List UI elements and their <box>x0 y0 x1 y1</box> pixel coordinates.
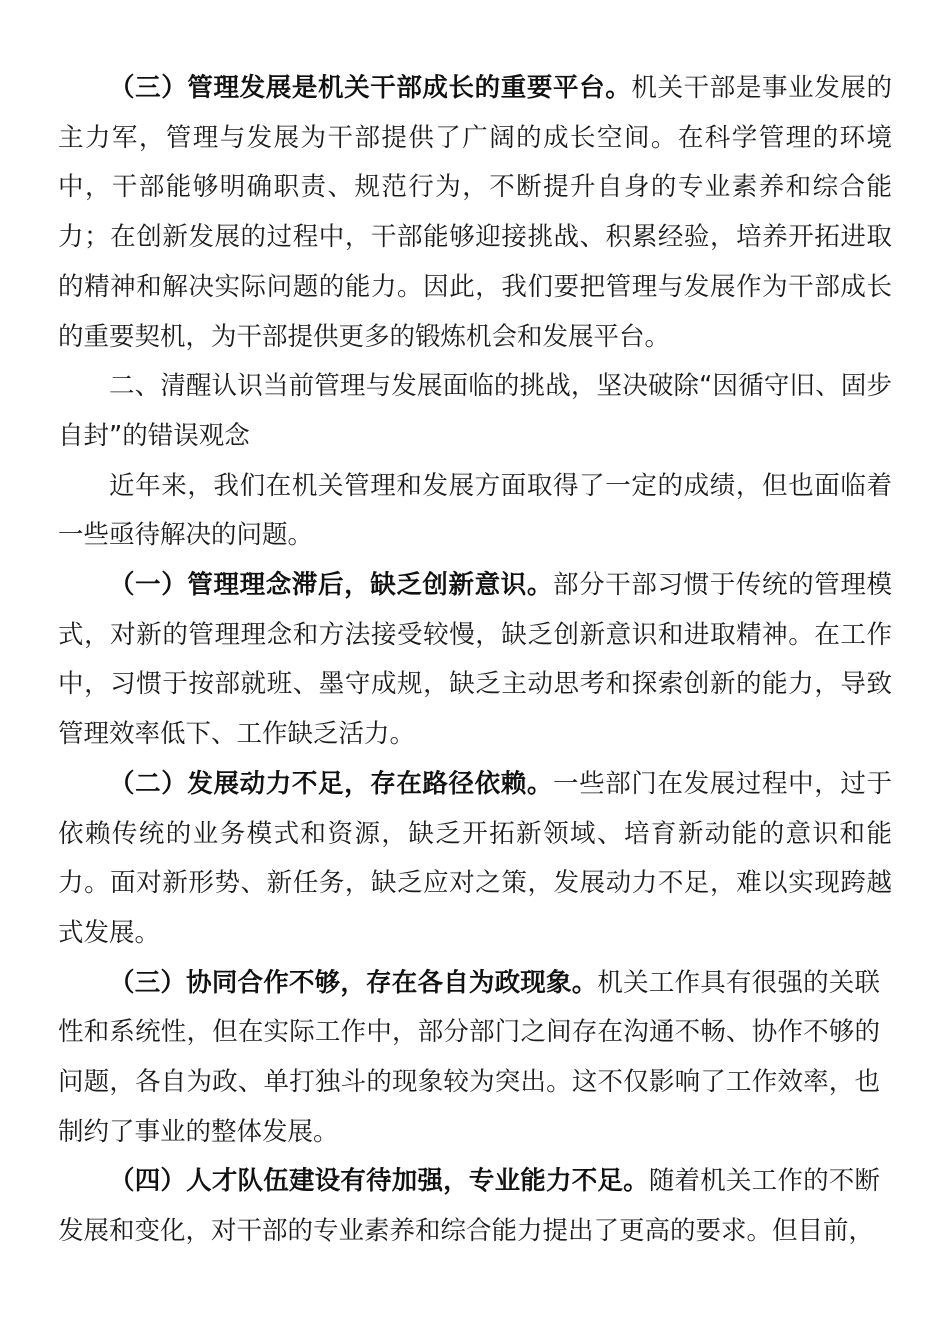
paragraph-body: 机关干部是事业发展的主力军，管理与发展为干部提供了广阔的成长空间。在科学管理的环境中，干部能够明确职责、规范行为，不断提升自身的专业素养和综合能力；在创新发展的过程中，干部能够迎接挑战、积累经验，培养开拓进取的精神和解决实际问题的能力。因此，我们要把管理与发展作为干部成长的重要契机，为干部提供更多的锻炼机会和发展平台。 <box>58 73 892 352</box>
paragraph-heading: （三）管理发展是机关干部成长的重要平台。 <box>109 73 632 103</box>
paragraph-problem-4 <box>58 1157 880 1256</box>
section-heading-text: 二、清醒认识当前管理与发展面临的挑战，坚决破除“因循守旧、固步自封”的错误观念 <box>58 371 892 451</box>
paragraph-problem-2 <box>58 760 892 959</box>
section-heading-two <box>58 362 892 461</box>
paragraph-problem-3 <box>58 959 880 1158</box>
paragraph-body: 机关工作具有很强的关联性和系统性，但在实际工作中，部分部门之间存在沟通不畅、协作不够的问题，各自为政、单打独斗的现象较为突出。这不仅影响了工作效率，也制约了事业的整体发展。 <box>58 967 880 1147</box>
paragraph-problem-1 <box>58 561 892 760</box>
paragraph-body: 随着机关工作的不断发展和变化，对干部的专业素养和综合能力提出了更高的要求。但目前， <box>58 1166 880 1247</box>
paragraph-section-3-platform <box>58 64 892 362</box>
paragraph-body: 近年来，我们在机关管理和发展方面取得了一定的成绩，但也面临着一些亟待解决的问题。 <box>58 470 892 551</box>
paragraph-heading: （三）协同合作不够，存在各自为政现象。 <box>109 967 598 998</box>
paragraph-heading: （二）发展动力不足，存在路径依赖。 <box>109 768 554 799</box>
paragraph-body: 一些部门在发展过程中，过于依赖传统的业务模式和资源，缺乏开拓新领域、培育新动能的意识和能力。面对新形势、新任务，缺乏应对之策，发展动力不足，难以实现跨越式发展。 <box>58 768 892 948</box>
paragraph-intro-problems <box>58 462 892 561</box>
document-page <box>58 64 892 1257</box>
paragraph-heading: （四）人才队伍建设有待加强，专业能力不足。 <box>109 1166 649 1197</box>
paragraph-body: 部分干部习惯于传统的管理模式，对新的管理理念和方法接受较慢，缺乏创新意识和进取精神。在工作中，习惯于按部就班、墨守成规，缺乏主动思考和探索创新的能力，导致管理效率低下、工作缺乏活力。 <box>58 570 892 750</box>
paragraph-heading: （一）管理理念滞后，缺乏创新意识。 <box>109 570 554 601</box>
